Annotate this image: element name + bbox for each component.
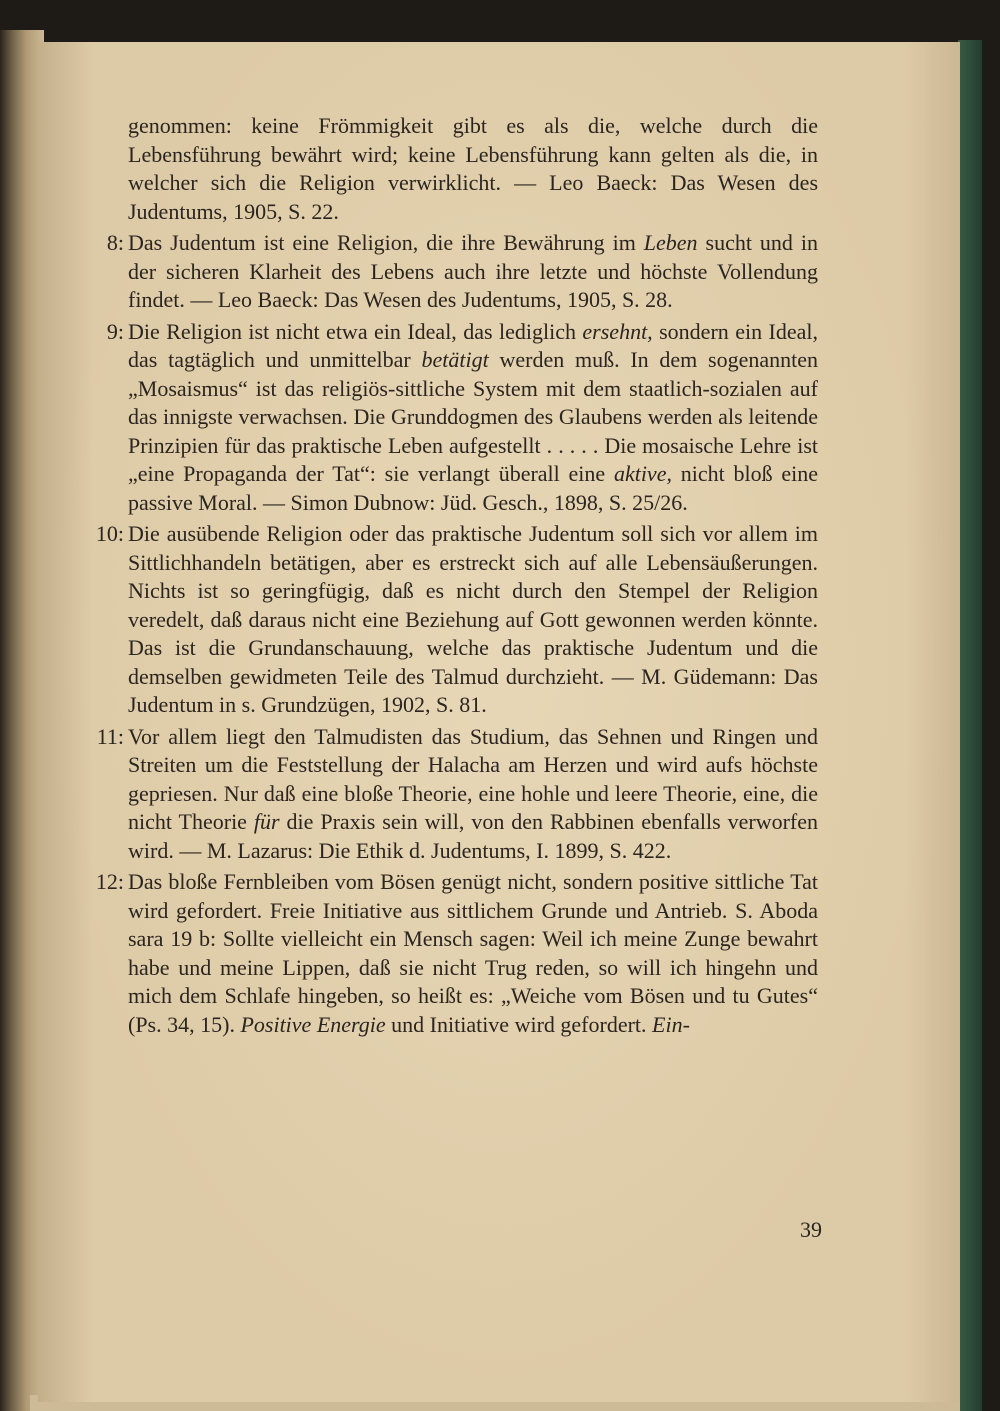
- book-cover-edge: [958, 40, 982, 1411]
- note-11: [96, 723, 819, 866]
- note-number: 12:: [95, 869, 124, 894]
- emphasis-text: betätigt: [421, 347, 489, 372]
- note-text: Das bloße Fernbleiben vom Bösen genügt nicht, sondern positive sittliche Tat wird gefordert. Freie Initiative aus sittlichem Grunde und Antrieb. S. Aboda sara 19 b: Sollte vielleicht ein Mensch sagen: Weil ich meine Zunge bewahrt habe und meine Lippen, daß sie nicht Trug reden, so will ich hingehn und mich dem Schlafe hingeben, so heißt es: „Weiche vom Bösen und tu Gutes“ (Ps. 34, 15).: [128, 869, 818, 1037]
- note-12: [95, 868, 818, 1039]
- note-number: 8:: [106, 230, 124, 255]
- text-column: [95, 112, 819, 1042]
- note-text: sondern ein Ideal, das tagtäglich und unmittelbar: [128, 318, 818, 372]
- note-text: Das Judentum ist eine Religion, die ihre Bewährung im: [128, 230, 644, 255]
- emphasis-text: ersehnt,: [582, 318, 653, 344]
- note-text: Vor allem liegt den Talmudisten das Studium, das Sehnen und Ringen und Streiten um die Feststellung der Halacha am Herzen und wird aufs höchste gepriesen. Nur daß eine bloße Theorie, eine hohle und leere Theorie, eine, die nicht Theorie: [128, 723, 818, 834]
- emphasis-text: aktive,: [613, 461, 672, 486]
- note-text: sucht und in der sicheren Klarheit des Lebens auch ihre letzte und höchste Vollendung findet. — Leo Baeck: Das Wesen des Judentums, 1905, S. 28.: [128, 230, 818, 312]
- emphasis-text: Ein-: [652, 1011, 690, 1037]
- emphasis-text: Leben: [643, 230, 698, 255]
- note-8: [106, 229, 818, 315]
- book-page: [38, 42, 960, 1402]
- note-number: 9:: [106, 318, 124, 344]
- emphasis-text: Positive Energie: [240, 1011, 386, 1037]
- note-9: [106, 318, 818, 518]
- note-text: und Initiative wird gefordert.: [385, 1011, 653, 1037]
- note-text: Die Religion ist nicht etwa ein Ideal, das lediglich: [128, 318, 583, 344]
- note-10: [95, 520, 818, 720]
- note-text: werden muß. In dem sogenannten „Mosaismus“ ist das religiös-sittliche System mit dem staatlich-sozialen auf das innigste verwachsen. Die Grunddogmen des Glaubens werden als leitende Prinzipien für das praktische Leben aufgestellt . . . . . Die mosaische Lehre ist „eine Propaganda der Tat“: sie verlangt überall eine: [128, 347, 818, 486]
- note-text: die Praxis sein will, von den Rabbinen ebenfalls verworfen wird. — M. Lazarus: Die Ethik d. Judentums, I. 1899, S. 422.: [128, 809, 819, 863]
- page-number: 39: [800, 1217, 822, 1242]
- note-number: 10:: [95, 521, 124, 546]
- emphasis-text: für: [253, 809, 280, 834]
- note-text: nicht bloß eine passive Moral. — Simon Dubnow: Jüd. Gesch., 1898, S. 25/26.: [128, 461, 818, 515]
- note-text: Die ausübende Religion oder das praktische Judentum soll sich vor allem im Sittlichhandeln betätigen, aber es erstreckt sich auf alle Lebensäußerungen. Nichts ist so geringfügig, daß es nicht durch den Stempel der Religion veredelt, daß daraus nicht eine Beziehung auf Gott gewonnen werden könnte. Das ist die Grundanschauung, welche das praktische Judentum und die demselben gewidmeten Teile des Talmud durchzieht. — M. Güdemann: Das Judentum in s. Grundzügen, 1902, S. 81.: [128, 521, 818, 717]
- intro-paragraph: genommen: keine Frömmigkeit gibt es als die, welche durch die Lebensführung bewährt wird; keine Lebensführung kann gelten als die, in welcher sich die Religion verwirklicht. — Leo Baeck: Das Wesen des Judentums, 1905, S. 22.: [128, 113, 818, 224]
- note-number: 11:: [96, 723, 124, 749]
